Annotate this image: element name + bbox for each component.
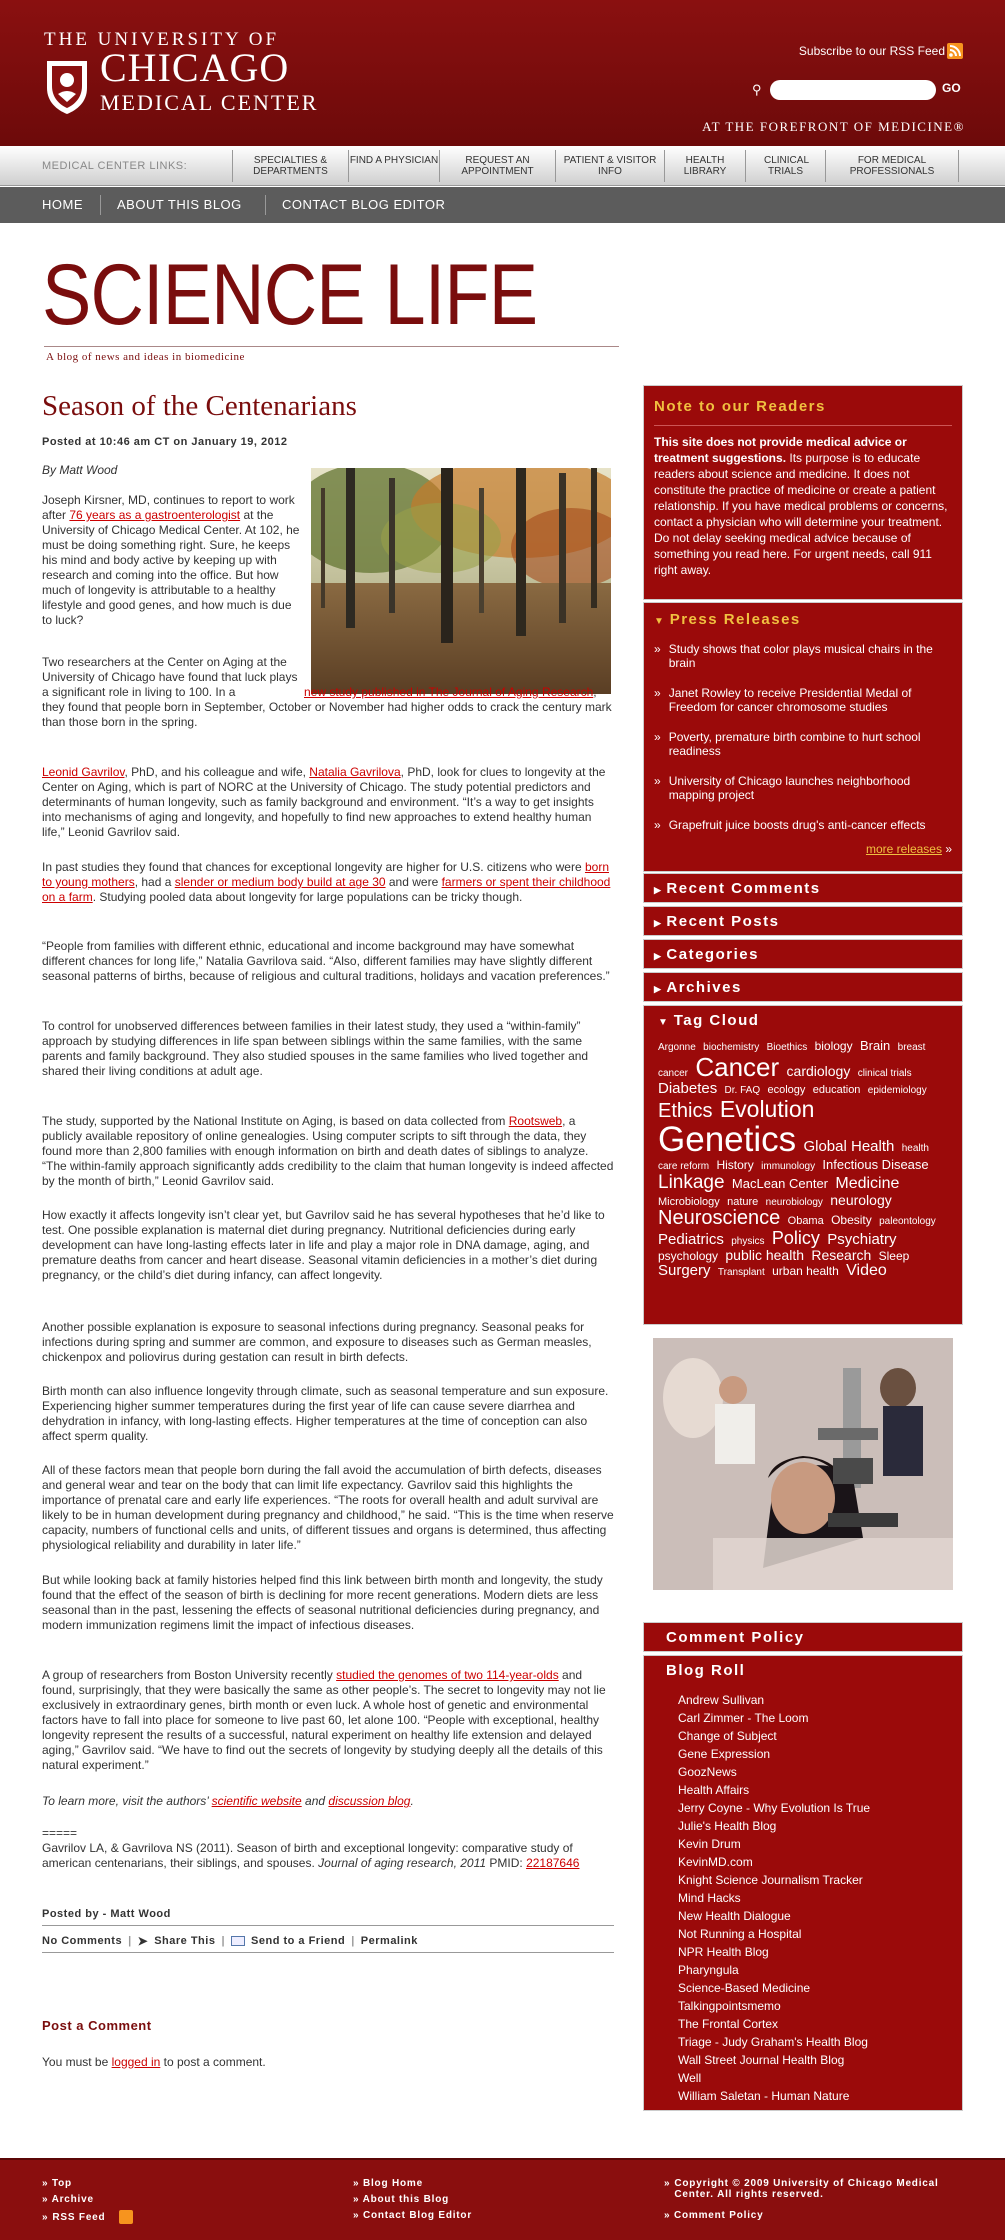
text: , had a	[134, 875, 175, 889]
note-to-readers-box	[643, 385, 963, 600]
expand-arrow-icon: ▶	[654, 918, 667, 928]
tag-link[interactable]: urban health	[772, 1263, 839, 1278]
text: and found, surprisingly, that they were basically the same as other people’s. The secret to longevity may not lie exclusively in extraordinary genes, birth month or even luck. A whole host of genetic and environmental factors have to fall into place for someone to live past 60, let alone 100. “People with exceptional, healthy longevity represent the results of a successful, natural experiment on healthy life extension and delayed aging,” Gavrilov said. “We have to find out the secrets of longevity by studying deeply all the details of this natural experiment.”	[42, 1668, 606, 1772]
nav-label: MEDICAL CENTER LINKS:	[42, 160, 188, 172]
login-notice	[42, 2055, 266, 2069]
nav-separator	[265, 195, 266, 215]
tag-link[interactable]: Research	[811, 1247, 872, 1264]
actions-divider	[42, 1952, 614, 1953]
footer-about-text[interactable]: About this Blog	[362, 2194, 450, 2205]
nav-separator	[100, 195, 101, 215]
tag-link[interactable]: Neuroscience	[658, 1207, 781, 1230]
blog-roll-item[interactable]: Andrew Sullivan	[678, 1693, 765, 1707]
sep: |	[221, 1935, 226, 1947]
posted-by: Posted by - Matt Wood	[42, 1908, 171, 1920]
press-item[interactable]	[654, 642, 952, 670]
text: .	[410, 1794, 414, 1808]
text: To learn more, visit the authors’	[42, 1794, 212, 1808]
blog-roll-list	[666, 1691, 940, 2105]
no-comments-link[interactable]: No Comments	[42, 1935, 123, 1947]
text: PMID:	[486, 1856, 527, 1870]
blog-roll-item[interactable]: Julie's Health Blog	[678, 1819, 777, 1833]
post-paragraph	[42, 493, 304, 628]
note-title: Note to our Readers	[654, 398, 826, 415]
nav-home[interactable]: HOME	[42, 197, 83, 212]
footer-archive-text[interactable]: Archive	[51, 2194, 94, 2205]
link-body-build[interactable]: slender or medium body build at age 30	[174, 875, 386, 889]
nav-clinical-trials[interactable]: CLINICAL TRIALS	[745, 150, 825, 182]
link-study[interactable]: new study published in The Journal of Aging Research	[304, 685, 594, 699]
blog-roll-item[interactable]: Well	[678, 2071, 702, 2085]
tag-link[interactable]: epidemiology	[867, 1084, 927, 1096]
text: , a publicly available repository of online genealogies. Using computer scripts to sift through the data, they found more than 2,800 families with enough information on birth and death dates of siblings to analyze. “The within-family approach significantly adds credibility to the claim that human longevity is indeed affected by the month of birth,” Leonid Gavrilov said.	[42, 1114, 614, 1188]
tag-link[interactable]: neurobiology	[765, 1196, 823, 1208]
blog-roll-item[interactable]: The Frontal Cortex	[678, 2017, 779, 2031]
post-paragraph: How exactly it affects longevity isn’t clear yet, but Gavrilov said he has several hypotheses that he’d like to test. One possible explanation is maternal diet during pregnancy. Nutritional deficiencies during early development can have long-lasting effects later in life and play a major role in DNA damage, aging, and premature deaths from cancer and heart disease. Seasonal vitamin deficiencies in a mother’s diet during pregnancy, or the child’s diet during infancy, can affect longevity.	[42, 1208, 605, 1282]
note-divider	[654, 425, 952, 426]
footer-archive[interactable]: » Archive	[42, 2194, 94, 2205]
nav-medical-professionals[interactable]: FOR MEDICAL PROFESSIONALS	[825, 150, 959, 182]
send-friend-link[interactable]: Send to a Friend	[251, 1935, 346, 1947]
blog-title[interactable]: SCIENCE LIFE	[42, 247, 538, 343]
tag-link[interactable]: Psychiatry	[827, 1231, 897, 1249]
link-genomes[interactable]: studied the genomes of two 114-year-olds	[336, 1668, 559, 1682]
footer-comment-policy[interactable]: » Comment Policy	[664, 2210, 764, 2221]
bullet-icon: »	[654, 774, 661, 788]
nav-contact-editor[interactable]: CONTACT BLOG EDITOR	[282, 197, 446, 212]
journal: Journal of aging research, 2011	[318, 1856, 487, 1870]
recent-comments-header[interactable]	[643, 873, 963, 903]
expand-arrow-icon: ▶	[654, 984, 667, 994]
press-item-text[interactable]: University of Chicago launches neighborhood mapping project	[668, 774, 911, 802]
tag-cloud-title[interactable]	[658, 1012, 948, 1029]
press-item-text[interactable]: Poverty, premature birth combine to hurt school readiness	[668, 730, 921, 758]
tag-link[interactable]: neurology	[830, 1191, 892, 1208]
blog-roll-item[interactable]: KevinMD.com	[678, 1855, 753, 1869]
bullet-icon: »	[654, 818, 661, 832]
footer-comment-policy-text[interactable]: Comment Policy	[673, 2210, 764, 2221]
footer-top[interactable]: » Top	[42, 2178, 72, 2189]
tag-link[interactable]: immunology	[761, 1161, 816, 1173]
tag-link[interactable]: Pediatrics	[658, 1231, 724, 1249]
tag-link[interactable]: education	[812, 1083, 861, 1096]
tag-link[interactable]: History	[716, 1158, 754, 1173]
blog-roll-item[interactable]: Kevin Drum	[678, 1837, 741, 1851]
blog-roll-item[interactable]: William Saletan - Human Nature	[678, 2089, 850, 2103]
text: , PhD, look for clues to longevity at the Center on Aging, which is part of NORC at the University of Chicago. The study potential predictors and determinants of human longevity, such as family background and environment. “It’s a way to get insights into mechanisms of aging and longevity, and hopefully to find new approaches to extend healthy human life,” Leonid Gavrilov said.	[42, 765, 606, 839]
tag-link[interactable]: Ethics	[658, 1099, 713, 1122]
tag-link[interactable]: Dr. FAQ	[724, 1084, 761, 1096]
press-list	[654, 642, 952, 832]
search-input[interactable]	[770, 80, 936, 100]
link-rootsweb[interactable]: Rootsweb	[508, 1114, 563, 1128]
post-actions	[42, 1934, 418, 1948]
note-bold: This site does not provide medical advice or treatment suggestions.	[654, 435, 907, 465]
tag-link[interactable]: Infectious Disease	[822, 1157, 929, 1173]
tag-link[interactable]: breast cancer	[658, 1042, 926, 1079]
post-byline: By Matt Wood	[42, 463, 118, 477]
tag-link[interactable]: cardiology	[786, 1062, 851, 1079]
text: , PhD, and his colleague and wife,	[124, 765, 310, 779]
post-title[interactable]: Season of the Centenarians	[42, 390, 357, 422]
note-text	[654, 434, 952, 578]
link-leonid-gavrilov[interactable]: Leonid Gavrilov	[42, 765, 125, 779]
comment-policy-header[interactable]	[643, 1622, 963, 1652]
note-body: Its purpose is to educate readers about science and medicine. It does not constitute the practice of medicine or create a patient relationship. If you have medical problems or concerns, contact a physician who will determine your treatment. Do not delay seeking medical advice because of something you read here. For urgent needs, call 911 right away.	[654, 451, 948, 577]
text: Joseph Kirsner, MD, continues to report to work after	[42, 493, 295, 522]
tag-cloud	[658, 1039, 948, 1280]
tag-link[interactable]: Microbiology	[658, 1195, 720, 1208]
text: and were	[385, 875, 442, 889]
lab-microscope-photo	[653, 1338, 953, 1590]
blog-roll-item[interactable]: Not Running a Hospital	[678, 1927, 802, 1941]
tag-link[interactable]: public health	[725, 1247, 805, 1264]
header-tagline: AT THE FOREFRONT OF MEDICINE®	[702, 119, 965, 134]
email-icon[interactable]	[231, 1936, 245, 1946]
text: . Studying pooled data about longevity for large populations can be tricky though.	[92, 890, 523, 904]
reference	[42, 1841, 614, 1871]
blog-roll-title: Blog Roll	[666, 1662, 746, 1679]
blog-roll-item[interactable]: Science-Based Medicine	[678, 1981, 811, 1995]
footer-blog-home-text[interactable]: Blog Home	[362, 2178, 423, 2189]
tag-link[interactable]: Global Health	[803, 1137, 895, 1155]
logo-medical-center: MEDICAL CENTER	[100, 90, 319, 115]
comment-policy-title: Comment Policy	[666, 1629, 805, 1646]
medical-center-links-bar	[0, 146, 1005, 186]
share-icon[interactable]: ➤	[137, 1934, 149, 1948]
tag-link[interactable]: MacLean Center	[731, 1175, 829, 1191]
sep: |	[128, 1935, 132, 1947]
text: and	[301, 1794, 329, 1808]
rss-icon[interactable]	[947, 43, 963, 59]
post-paragraph	[42, 1668, 614, 1773]
archives-title: Archives	[666, 979, 742, 996]
tag-link[interactable]: Argonne	[658, 1042, 696, 1053]
blog-roll-item[interactable]: Health Affairs	[678, 1783, 750, 1797]
expand-arrow-icon: ▶	[654, 885, 667, 895]
blog-roll-item[interactable]: GoozNews	[678, 1765, 737, 1779]
press-item[interactable]	[654, 774, 952, 802]
arrow-icon: »	[941, 842, 952, 856]
search-go-button[interactable]: GO	[942, 81, 961, 95]
link-discussion-blog[interactable]: discussion blog	[328, 1794, 411, 1808]
tag-link[interactable]: Transplant	[717, 1266, 765, 1278]
blog-roll-item[interactable]: Change of Subject	[678, 1729, 777, 1743]
recent-posts-title: Recent Posts	[666, 913, 780, 930]
tag-cloud-box	[643, 1005, 963, 1325]
categories-title: Categories	[666, 946, 759, 963]
sep: |	[351, 1935, 355, 1947]
footer-about[interactable]: » About this Blog	[353, 2194, 450, 2205]
blog-roll-item[interactable]: Wall Street Journal Health Blog	[678, 2053, 845, 2067]
recent-comments-title: Recent Comments	[666, 880, 821, 897]
footer-rss-text[interactable]: RSS Feed	[52, 2211, 106, 2223]
press-item-text[interactable]: Study shows that color plays musical chairs in the brain	[668, 642, 933, 670]
text: You must be	[42, 2055, 112, 2069]
blog-roll-item[interactable]: Talkingpointsmemo	[678, 1999, 781, 2013]
text: at the University of Chicago Medical Center. At 102, he must be doing something right. Sure, he keeps his mind and body active by keeping up with research and coming into the office. But how much of longevity is attributable to a healthy lifestyle and good genes, and how much is due to luck?	[42, 508, 300, 627]
link-scientific-website[interactable]: scientific website	[211, 1794, 302, 1808]
divider-text: =====	[42, 1826, 78, 1840]
text: , they found that people born in September, October or November had higher odds to crack the century mark than those born in the spring.	[42, 685, 612, 729]
footer-contact-text[interactable]: Contact Blog Editor	[362, 2210, 473, 2221]
logo-chicago: CHICAGO	[100, 45, 290, 90]
tag-link[interactable]: Bioethics	[766, 1042, 808, 1053]
blog-roll-item[interactable]: Gene Expression	[678, 1747, 771, 1761]
post-paragraph	[42, 1114, 614, 1189]
site-header	[0, 0, 1005, 146]
post-paragraph: Another possible explanation is exposure to seasonal infections during pregnancy. Seasonal peaks for infections during spring and summer are common, and exposure to diseases such as German measles, chickenpox and poliovirus during gestation can result in birth defects.	[42, 1320, 592, 1364]
post-meta: Posted at 10:46 am CT on January 19, 2012	[42, 436, 288, 448]
banner-divider	[44, 346, 619, 347]
post-paragraph: “People from families with different ethnic, educational and income background may have somewhat different chances for long life,” Natalia Gavrilova said. “Also, different families may have slightly different seasonal patterns of births, because of religious and cultural traditions, holidays and vacation preferences.”	[42, 939, 610, 983]
tag-link[interactable]: ecology	[767, 1083, 806, 1096]
permalink-link[interactable]: Permalink	[360, 1935, 418, 1947]
tag-link[interactable]: nature	[727, 1195, 759, 1208]
post-paragraph: But while looking back at family histories helped find this link between birth month and longevity, the study found that the effect of the season of birth is declining for more recent generations. Modern diets are less seasonal than in the past, lessening the effects of seasonal nutritional deficiencies during pregnancy, and modern immunization regimens limit the impact of infectious diseases.	[42, 1573, 603, 1632]
tag-link[interactable]: Linkage	[658, 1171, 725, 1193]
nav-request-appointment[interactable]: REQUEST AN APPOINTMENT	[439, 150, 555, 182]
tag-link[interactable]: health care reform	[658, 1142, 929, 1173]
text: Gavrilov LA, & Gavrilova NS (2011). Season of birth and exceptional longevity: comparative study of american centenarians, their siblings, and spouses.	[42, 1841, 573, 1870]
blog-roll-item[interactable]: Jerry Coyne - Why Evolution Is True	[678, 1801, 871, 1815]
press-title[interactable]	[654, 611, 952, 628]
tag-link[interactable]: Video	[846, 1261, 887, 1279]
bullet-icon: »	[654, 686, 661, 700]
expand-arrow-icon: ▶	[654, 951, 667, 961]
tag-link[interactable]: Policy	[771, 1228, 820, 1249]
post-paragraph: Birth month can also influence longevity through climate, such as seasonal temperature and sun exposure. Experiencing higher summer temperatures during the first year of life can cause severe diarrhea and dehydration in infancy, with long-lasting effects. Higher temperatures at the time of conception can also affect sperm quality.	[42, 1384, 609, 1443]
blog-roll-item[interactable]: Mind Hacks	[678, 1891, 741, 1905]
tag-link[interactable]: Cancer	[695, 1051, 780, 1082]
blog-roll-box	[643, 1655, 963, 2111]
post-paragraph: All of these factors mean that people born during the fall avoid the accumulation of birth defects, diseases and general wear and tear on the body that can limit life expectancy. Gavrilov said this highlights the importance of prenatal care and early life experiences. “The roots for overall health and adult survival are likely to be in human development during pregnancy and childhood,” he said. “This is the time when reserve capacity, numbers of functional cells and units, of different tissues and organs is determined, thus affecting physiological reliability and durability in later life.”	[42, 1463, 614, 1552]
text: to post a comment.	[160, 2055, 266, 2069]
link-pmid[interactable]: 22187646	[526, 1856, 580, 1870]
copyright-text: Copyright © 2009 University of Chicago Medical Center. All rights reserved.	[674, 2178, 939, 2200]
share-this-link[interactable]: Share This	[154, 1935, 216, 1947]
tag-link[interactable]: paleontology	[879, 1216, 936, 1228]
post-comment-heading: Post a Comment	[42, 2018, 152, 2033]
tag-link[interactable]: clinical trials	[857, 1067, 912, 1079]
press-item[interactable]	[654, 730, 952, 758]
tag-link[interactable]: Surgery	[658, 1261, 711, 1279]
site-footer	[0, 2158, 1005, 2240]
nav-specialties[interactable]: SPECIALTIES & DEPARTMENTS	[232, 150, 348, 182]
footer-contact[interactable]: » Contact Blog Editor	[353, 2210, 473, 2221]
archives-header[interactable]	[643, 972, 963, 1002]
footer-copyright: » Copyright © 2009 University of Chicago Medical Center. All rights reserved.	[664, 2178, 964, 2200]
blog-roll-item[interactable]: Pharyngula	[678, 1963, 739, 1977]
footer-blog-home[interactable]: » Blog Home	[353, 2178, 423, 2189]
press-title-text: Press Releases	[669, 611, 801, 628]
press-item-text[interactable]: Grapefruit juice boosts drug's anti-cancer effects	[668, 818, 926, 832]
recent-posts-header[interactable]	[643, 906, 963, 936]
text: In past studies they found that chances for exceptional longevity are higher for U.S. citizens who were	[42, 860, 585, 874]
tag-link[interactable]: biology	[814, 1039, 853, 1053]
link-gastroenterologist[interactable]: 76 years as a gastroenterologist	[69, 508, 241, 522]
tag-link[interactable]: Evolution	[719, 1095, 815, 1122]
post-paragraph	[42, 655, 614, 730]
blog-roll-item[interactable]: Knight Science Journalism Tracker	[678, 1873, 863, 1887]
link-natalia-gavrilova[interactable]: Natalia Gavrilova	[309, 765, 401, 779]
nav-find-physician[interactable]: FIND A PHYSICIAN	[348, 150, 439, 182]
blog-tagline: A blog of news and ideas in biomedicine	[46, 351, 245, 363]
tag-link[interactable]: Sleep	[878, 1249, 910, 1264]
press-item[interactable]	[654, 686, 952, 714]
rss-icon[interactable]	[119, 2210, 133, 2224]
more-releases[interactable]	[654, 842, 952, 856]
collapse-arrow-icon: ▼	[654, 616, 670, 627]
university-shield-logo[interactable]	[44, 58, 90, 116]
link-young-mothers[interactable]: born to young mothers	[42, 860, 609, 889]
text: The study, supported by the National Institute on Aging, is based on data collected from	[42, 1114, 509, 1128]
post-paragraph	[42, 860, 614, 905]
tag-link[interactable]: Medicine	[835, 1174, 900, 1192]
tag-link[interactable]: physics	[731, 1236, 765, 1248]
blog-roll-item[interactable]: Triage - Judy Graham's Health Blog	[678, 2035, 868, 2049]
post-paragraph	[42, 765, 614, 840]
footer-rss[interactable]: » RSS Feed	[42, 2210, 133, 2224]
nav-about-blog[interactable]: ABOUT THIS BLOG	[117, 197, 242, 212]
text: Two researchers at the Center on Aging at the University of Chicago have found that luck plays a significant role in living to 100. In a	[42, 655, 298, 699]
actions-divider	[42, 1925, 614, 1926]
bullet-icon: »	[654, 642, 661, 656]
tag-link[interactable]: Brain	[859, 1038, 891, 1053]
tag-cloud-title-text: Tag Cloud	[673, 1012, 760, 1029]
press-releases-box	[643, 602, 963, 872]
collapse-arrow-icon: ▼	[658, 1017, 674, 1028]
link-farmers[interactable]: farmers or spent their childhood on a farm	[42, 875, 611, 904]
tag-link[interactable]: Diabetes	[658, 1079, 718, 1097]
blog-roll-item[interactable]: NPR Health Blog	[678, 1945, 769, 1959]
tag-link[interactable]: biochemistry	[703, 1042, 760, 1053]
post-paragraph: To control for unobserved differences between families in their latest study, they used a “within-family” approach by studying differences in life span between siblings within the same families, with the same parents and family background. They also studied spouses in the same families who lived together and shared their living conditions at adult age.	[42, 1019, 589, 1078]
press-item[interactable]	[654, 818, 952, 832]
tag-link[interactable]: Obesity	[831, 1213, 872, 1228]
categories-header[interactable]	[643, 939, 963, 969]
blog-roll-item[interactable]: New Health Dialogue	[678, 1909, 791, 1923]
more-releases-link[interactable]: more releases	[865, 842, 942, 856]
tag-link[interactable]: psychology	[658, 1249, 719, 1264]
tag-link[interactable]: Obama	[787, 1215, 824, 1228]
tag-link[interactable]: Genetics	[658, 1119, 797, 1159]
bullet-icon: »	[654, 730, 661, 744]
logo-university-of: THE UNIVERSITY OF	[44, 29, 280, 50]
rss-subscribe-link[interactable]: Subscribe to our RSS Feed	[798, 44, 945, 58]
blog-roll-item[interactable]: Carl Zimmer - The Loom	[678, 1711, 809, 1725]
nav-health-library[interactable]: HEALTH LIBRARY	[664, 150, 745, 182]
login-link[interactable]: logged in	[111, 2055, 161, 2069]
blog-nav-bar	[0, 187, 1005, 223]
press-item-text[interactable]: Janet Rowley to receive Presidential Medal of Freedom for cancer chromosome studies	[668, 686, 912, 714]
post-paragraph	[42, 1794, 614, 1809]
nav-patient-visitor[interactable]: PATIENT & VISITOR INFO	[555, 150, 664, 182]
footer-top-text[interactable]: Top	[51, 2178, 72, 2189]
search-icon: ⚲	[752, 82, 762, 97]
text: A group of researchers from Boston University recently	[42, 1668, 337, 1682]
